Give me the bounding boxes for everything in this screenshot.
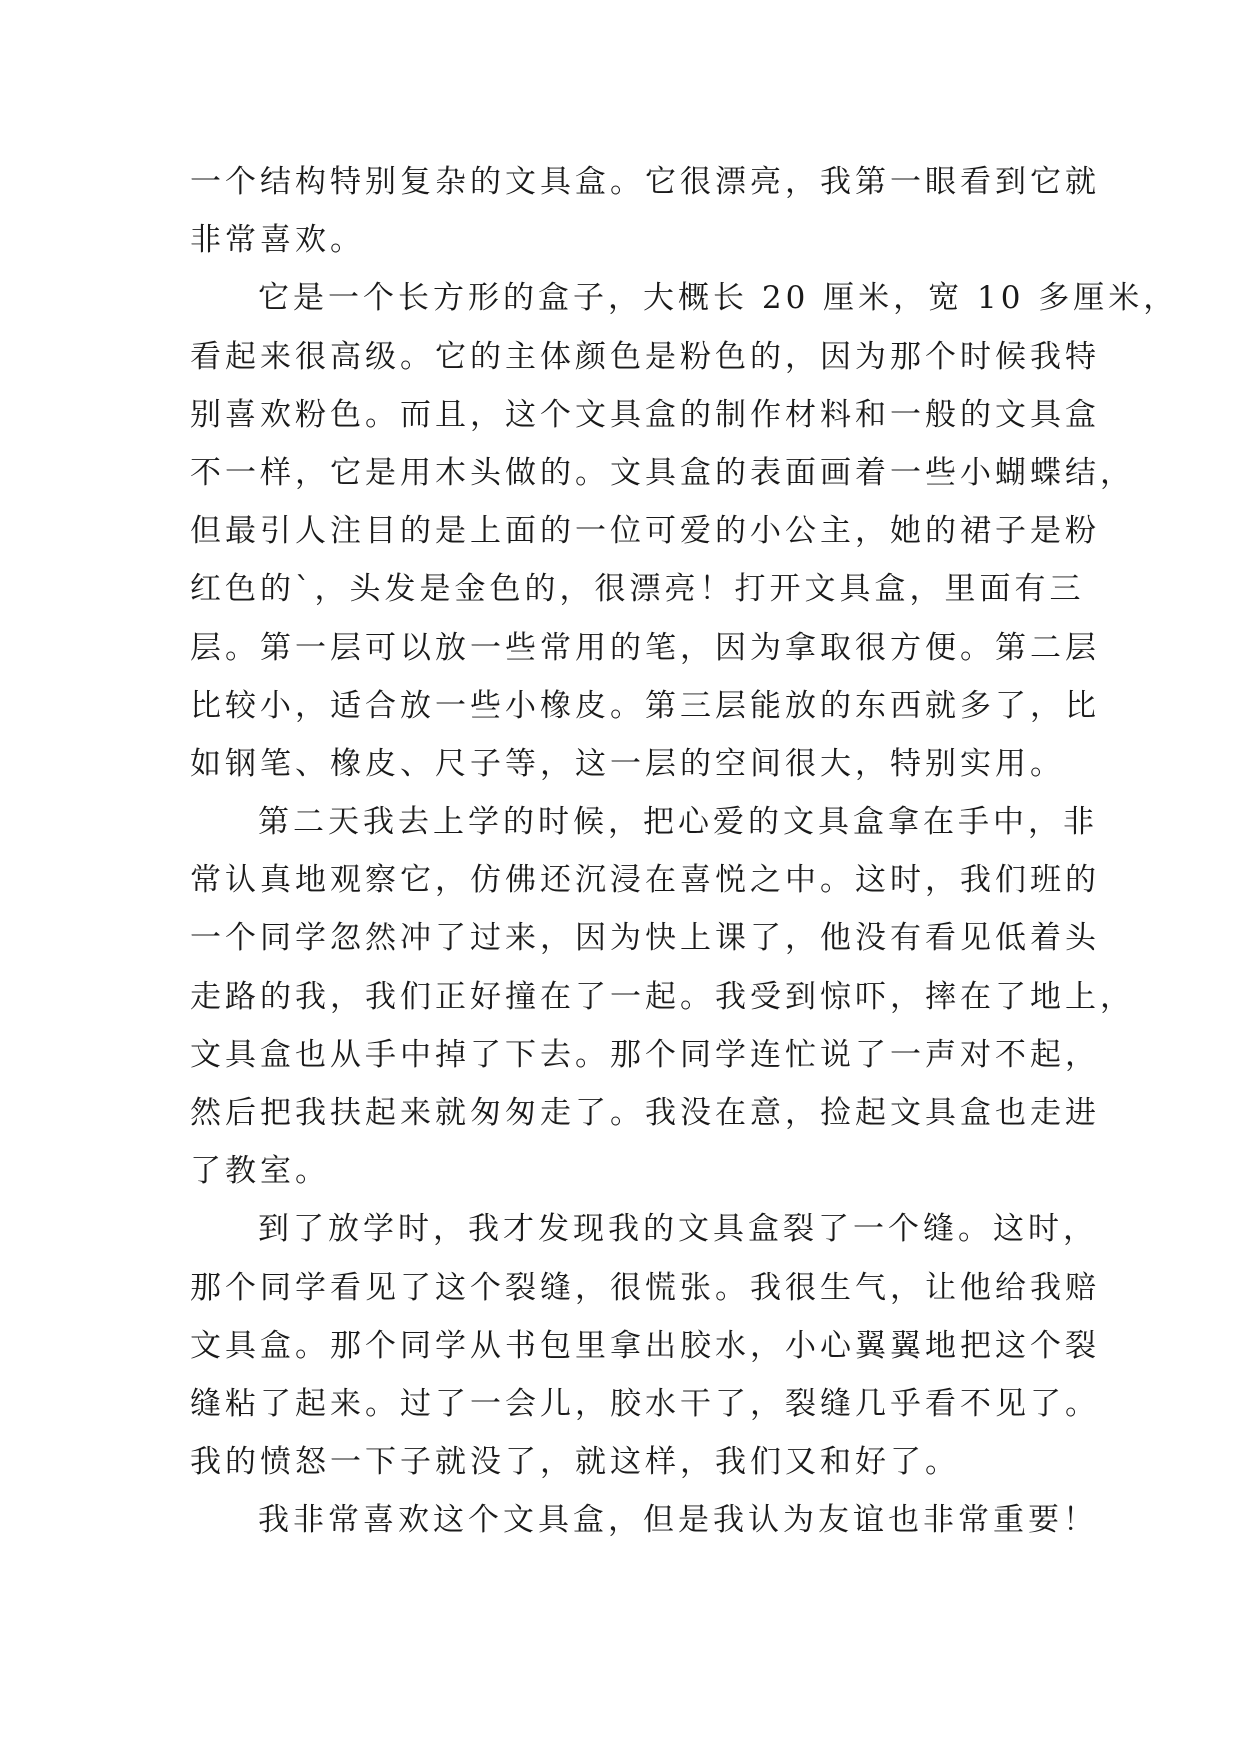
text-line: 我的愤怒一下子就没了，就这样，我们又和好了。 — [190, 1444, 960, 1481]
text-line: 然后把我扶起来就匆匆走了。我没在意，捡起文具盒也走进 — [190, 1095, 1100, 1131]
text-line: 那个同学看见了这个裂缝，很慌张。我很生气，让他给我赔 — [190, 1269, 1100, 1306]
text-line: 比较小，适合放一些小橡皮。第三层能放的东西就多了，比 — [190, 687, 1100, 724]
text-line: 我非常喜欢这个文具盒，但是我认为友谊也非常重要！ — [258, 1502, 1098, 1539]
text-line: 常认真地观察它，仿佛还沉浸在喜悦之中。这时，我们班的 — [190, 862, 1100, 899]
text-line: 到了放学时，我才发现我的文具盒裂了一个缝。这时， — [258, 1211, 1098, 1248]
text-line: 非常喜欢。 — [190, 222, 365, 259]
text-line: 了教室。 — [190, 1153, 330, 1190]
text-line: 第二天我去上学的时候，把心爱的文具盒拿在手中，非 — [258, 804, 1098, 841]
text-line: 不一样，它是用木头做的。文具盒的表面画着一些小蝴蝶结， — [190, 454, 1135, 491]
text-line: 红色的`，头发是金色的，很漂亮！打开文具盒，里面有三 — [190, 571, 1085, 608]
text-line: 文具盒。那个同学从书包里拿出胶水，小心翼翼地把这个裂 — [190, 1327, 1100, 1364]
text-line: 如钢笔、橡皮、尺子等，这一层的空间很大，特别实用。 — [190, 745, 1065, 782]
essay-body — [190, 153, 1179, 1550]
text-line: 缝粘了起来。过了一会儿，胶水干了，裂缝几乎看不见了。 — [190, 1385, 1100, 1422]
text-line: 但最引人注目的是上面的一位可爱的小公主，她的裙子是粉 — [190, 513, 1100, 550]
text-line: 看起来很高级。它的主体颜色是粉色的，因为那个时候我特 — [190, 338, 1100, 375]
text-line: 别喜欢粉色。而且，这个文具盒的制作材料和一般的文具盒 — [190, 396, 1100, 433]
text-line: 一个结构特别复杂的文具盒。它很漂亮，我第一眼看到它就 — [190, 164, 1100, 200]
text-line: 走路的我，我们正好撞在了一起。我受到惊吓，摔在了地上， — [190, 978, 1135, 1015]
text-line: 它是一个长方形的盒子，大概长 20 厘米，宽 10 多厘米， — [258, 280, 1179, 317]
text-line: 一个同学忽然冲了过来，因为快上课了，他没有看见低着头 — [190, 920, 1100, 957]
text-line: 文具盒也从手中掉了下去。那个同学连忙说了一声对不起， — [190, 1036, 1100, 1073]
text-line: 层。第一层可以放一些常用的笔，因为拿取很方便。第二层 — [190, 629, 1100, 666]
